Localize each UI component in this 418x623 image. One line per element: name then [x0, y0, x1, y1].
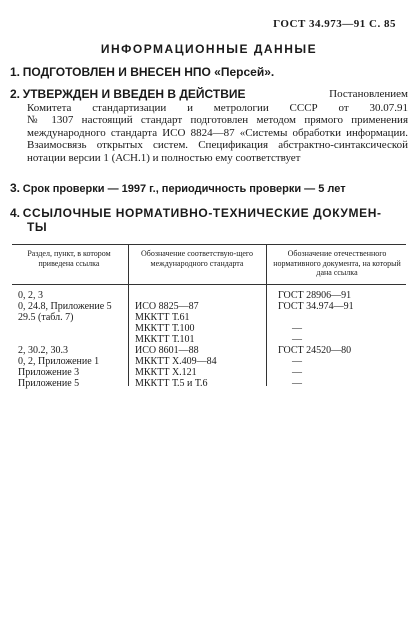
table-cell: —: [292, 334, 302, 345]
table-header-international: Обозначение соответствую-щего международного стандарта: [140, 249, 253, 268]
table-cell: 29.5 (табл. 7): [18, 312, 74, 323]
section-2-first-line: [10, 88, 408, 102]
table-cell: ГОСТ 28906—91: [278, 290, 352, 301]
section-2-line1-tail: Постановлением: [329, 88, 408, 100]
table-cell: ГОСТ 34.974—91: [278, 301, 354, 312]
table-cell: 0, 24.8, Приложение 5: [18, 301, 112, 312]
section-3: [10, 182, 408, 196]
table-header-rule: [12, 284, 406, 285]
table-cell: МККТТ Т.5 и Т.6: [135, 378, 208, 389]
section-2-line2: Комитета стандартизации и метрологии СССР от 30.07.91: [27, 101, 408, 114]
section-4: [10, 207, 408, 233]
section-2-body: № 1307 настоящий стандарт подготовлен методом прямого применения международного стандарта ИСО 8824—87 «Системы обработки информации. Взаимосвязь открытых систем. Спецификация абстрактно-синтаксической нотации версии 1 (АСН.1) и полностью ему соответствует: [27, 114, 408, 164]
table-divider-2: [266, 244, 267, 386]
table-cell: Приложение 3: [18, 367, 80, 378]
table-column-international: [135, 290, 217, 389]
section-3-number: 3.: [10, 181, 21, 195]
section-4-heading: ССЫЛОЧНЫЕ НОРМАТИВНО-ТЕХНИЧЕСКИЕ ДОКУМЕН-: [22, 206, 382, 220]
section-2-number: 2.: [10, 87, 21, 101]
table-cell: [278, 312, 354, 323]
section-4-heading-continuation: ТЫ: [27, 219, 48, 234]
table-cell: ИСО 8601—88: [135, 345, 199, 356]
table-cell: 0, 2, 3: [18, 290, 43, 301]
table-cell: МККТТ Т.61: [135, 312, 190, 323]
table-cell: МККТТ Т.101: [135, 334, 195, 345]
reference-table: [12, 244, 406, 389]
section-4-number: 4.: [10, 206, 21, 220]
table-cell: МККТТ Т.100: [135, 323, 195, 334]
table-cell: [18, 334, 112, 345]
table-header-section: Раздел, пункт, в котором приведена ссылка: [27, 249, 111, 268]
table-divider-1: [128, 244, 129, 386]
table-cell: ИСО 8825—87: [135, 301, 199, 312]
table-cell: —: [292, 378, 302, 389]
table-cell: ГОСТ 24520—80: [278, 345, 352, 356]
section-1-heading: ПОДГОТОВЛЕН И ВНЕСЕН НПО «Персей».: [22, 65, 275, 79]
page-header: ГОСТ 34.973—91 С. 85: [273, 18, 396, 30]
section-1: [10, 66, 408, 80]
page-title: ИНФОРМАЦИОННЫЕ ДАННЫЕ: [100, 42, 318, 56]
table-cell: —: [292, 356, 302, 367]
table-top-rule: [12, 244, 406, 245]
table-cell: [135, 290, 217, 301]
table-cell: 2, 30.2, 30.3: [18, 345, 68, 356]
table-column-national: [278, 290, 354, 389]
table-cell: —: [292, 367, 302, 378]
table-cell: 0, 2, Приложение 1: [18, 356, 100, 367]
section-2: [10, 88, 408, 164]
table-header-national: Обозначение отечественного нормативного документа, на который дана ссылка: [273, 249, 401, 277]
section-2-heading: УТВЕРЖДЕН И ВВЕДЕН В ДЕЙСТВИЕ: [22, 87, 246, 101]
section-3-heading: Срок проверки — 1997 г., периодичность проверки — 5 лет: [22, 183, 346, 195]
table-cell: —: [292, 323, 302, 334]
table-column-section: [18, 290, 112, 389]
table-cell: МККТТ Х.409—84: [135, 356, 217, 367]
table-cell: Приложение 5: [18, 378, 80, 389]
section-1-number: 1.: [10, 65, 21, 79]
table-cell: МККТТ Х.121: [135, 367, 197, 378]
table-cell: [18, 323, 112, 334]
